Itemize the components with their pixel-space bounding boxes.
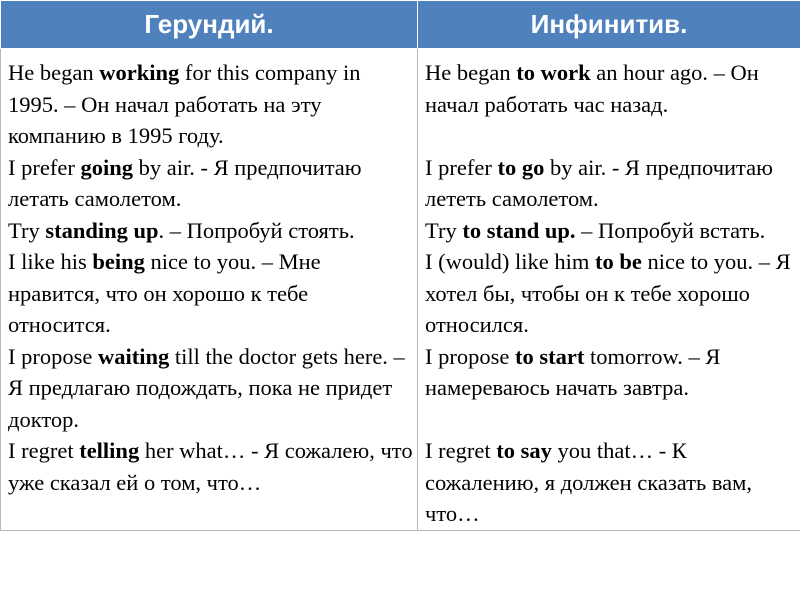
keyword: standing up — [45, 217, 159, 243]
keyword: working — [99, 60, 180, 85]
example-text: . – Попробуй стоять. — [158, 217, 355, 243]
keyword: telling — [79, 438, 140, 463]
example-text: I regret — [8, 438, 80, 463]
infinitive-example — [425, 57, 796, 120]
example-text: I (would) like him — [425, 249, 595, 274]
infinitive-example — [425, 435, 796, 530]
gerund-example — [8, 215, 413, 247]
example-text: – Попробуй встать. — [575, 217, 766, 243]
example-text: tomorrow. – Я намереваюсь начать завтра. — [425, 343, 721, 400]
infinitive-example — [425, 341, 796, 404]
infinitive-example — [425, 215, 796, 247]
example-text: I prefer — [8, 154, 81, 180]
gerund-example — [8, 57, 413, 152]
keyword: to go — [497, 154, 545, 180]
example-text: till the doctor gets here. – Я предлагаю подождать, пока не придет доктор. — [8, 343, 405, 432]
example-text: Try — [8, 217, 46, 243]
keyword: to start — [514, 343, 585, 369]
keyword: to say — [496, 438, 552, 463]
infinitive-example — [425, 246, 796, 341]
gerund-example — [8, 246, 413, 341]
table-row — [1, 49, 800, 531]
example-text: for this company in 1995. – Он начал работать на эту компанию в 1995 году. — [8, 60, 361, 148]
table-header-row — [1, 1, 800, 49]
example-text: Try — [425, 217, 463, 243]
infinitive-example — [425, 152, 796, 215]
infinitive-column-cell — [418, 49, 800, 531]
spacer — [425, 404, 796, 436]
gerund-example — [8, 435, 413, 498]
example-text: her what… - Я сожалею, что уже сказал ей о том, что… — [8, 438, 413, 495]
example-text: nice to you. – Я хотел бы, чтобы он к тебе хорошо относился. — [425, 249, 791, 337]
example-text: I regret — [425, 438, 497, 463]
keyword: to work — [516, 60, 591, 85]
example-text: He began — [8, 60, 100, 85]
example-text: I propose — [425, 343, 515, 369]
gerund-column-header: Герундий. — [1, 1, 418, 49]
example-text: by air. - Я предпочитаю лететь самолетом. — [425, 154, 773, 211]
gerund-column-cell — [1, 49, 418, 531]
example-text: I like his — [8, 249, 93, 274]
keyword: to stand up. — [462, 217, 576, 243]
gerund-example — [8, 152, 413, 215]
spacer — [425, 120, 796, 152]
example-text: He began — [425, 60, 517, 85]
keyword: to be — [594, 249, 642, 274]
example-text: by air. - Я предпочитаю летать самолетом. — [8, 154, 362, 211]
gerund-example — [8, 341, 413, 436]
example-text: you that… - К сожалению, я должен сказать вам, что… — [425, 438, 753, 526]
infinitive-column-header: Инфинитив. — [418, 1, 800, 49]
example-text: an hour ago. – Он начал работать час назад. — [425, 60, 759, 117]
keyword: being — [92, 249, 145, 274]
example-text: I prefer — [425, 154, 498, 180]
example-text: I propose — [8, 343, 98, 369]
keyword: going — [80, 154, 133, 180]
keyword: waiting — [97, 343, 170, 369]
example-text: nice to you. – Мне нравится, что он хорошо к тебе относится. — [8, 249, 321, 337]
